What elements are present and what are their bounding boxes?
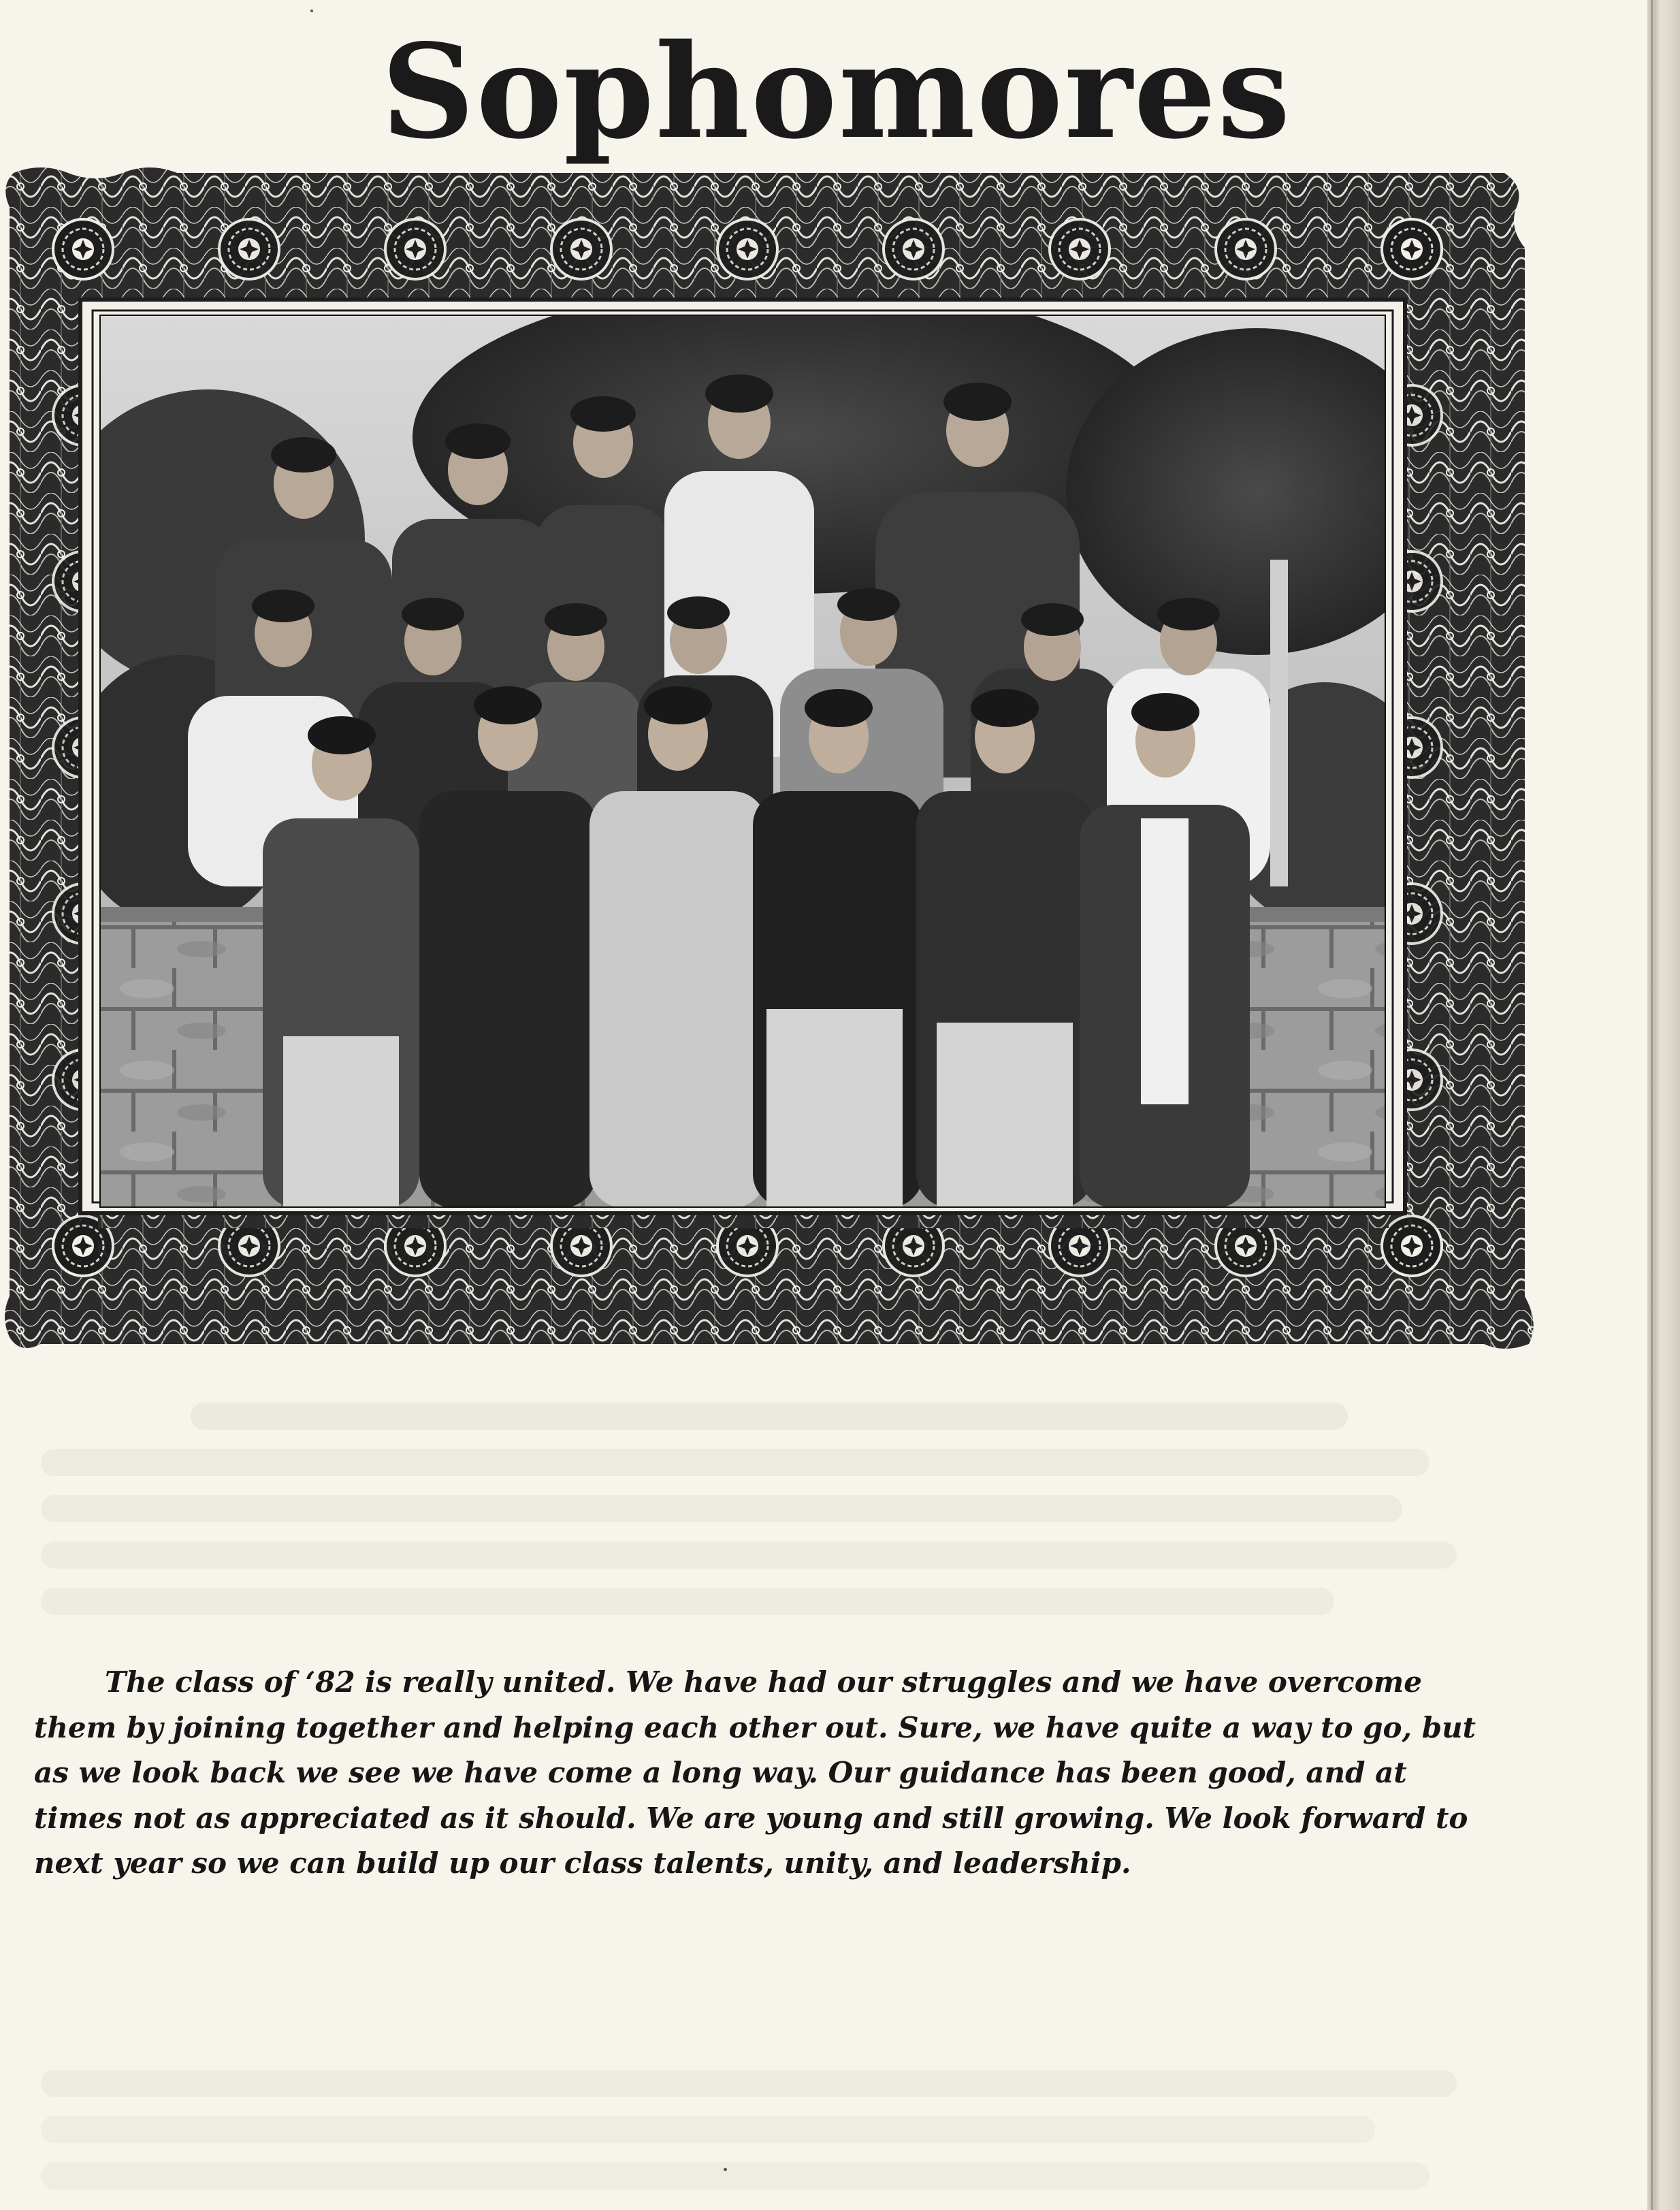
group-photo-illustration bbox=[99, 315, 1386, 1208]
book-binding-line bbox=[1651, 0, 1653, 2210]
bleed-through-shadow-lower bbox=[41, 2070, 1498, 2209]
page-title: Sophomores bbox=[381, 16, 1292, 167]
class-description-paragraph: The class of ‘82 is really united. We have had our struggles and we have overcome them by joining together and helping each other out. Sure, we have quite a way to go, but as we look back we see we have come a long way. Our guidance has been good, and at times not as appreciated as it should. We are young and still growing. We look forward to next year so we can build up our class talents, unity, and leadership. bbox=[34, 1665, 1476, 1880]
class-group-photo bbox=[99, 315, 1386, 1208]
bleed-through-shadow bbox=[41, 1403, 1498, 1634]
